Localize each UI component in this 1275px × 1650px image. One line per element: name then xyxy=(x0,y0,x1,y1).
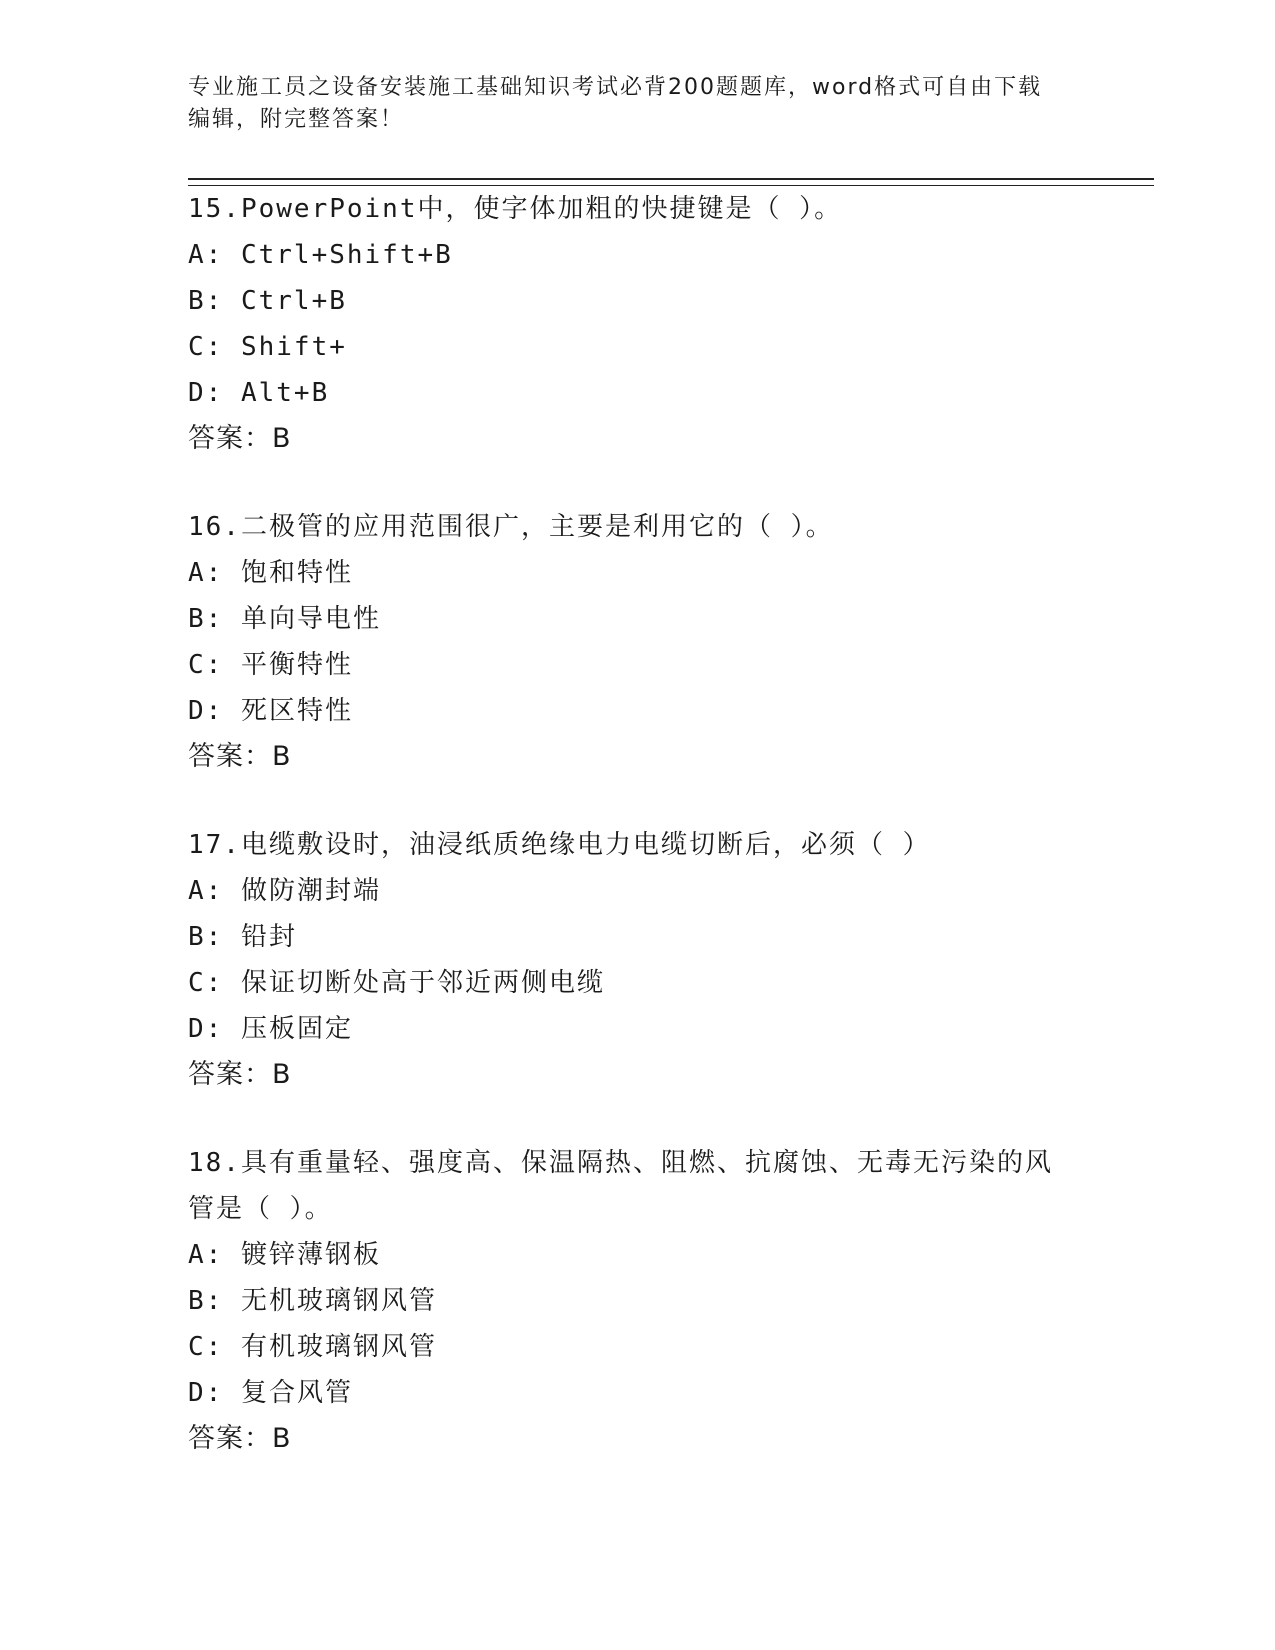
question-title-line-1: 18.具有重量轻、强度高、保温隔热、阻燃、抗腐蚀、无毒无污染的风 xyxy=(188,1148,1053,1178)
option-a: A: Ctrl+Shift+B xyxy=(188,240,453,270)
option-b: B: Ctrl+B xyxy=(188,286,347,316)
option-d: D: 压板固定 xyxy=(188,1014,353,1044)
option-d: D: 死区特性 xyxy=(188,696,353,726)
question-16 xyxy=(188,504,1088,780)
document-header xyxy=(188,72,1088,136)
option-a: A: 镀锌薄钢板 xyxy=(188,1240,381,1270)
question-15 xyxy=(188,186,1088,462)
option-c: C: 保证切断处高于邻近两侧电缆 xyxy=(188,968,605,998)
question-title: 15.PowerPoint中，使字体加粗的快捷键是（ ）。 xyxy=(188,194,843,224)
option-c: C: 有机玻璃钢风管 xyxy=(188,1332,437,1362)
header-line-2: 编辑，附完整答案！ xyxy=(188,107,405,132)
option-d: D: 复合风管 xyxy=(188,1378,353,1408)
header-divider xyxy=(188,178,1154,186)
header-line-1: 专业施工员之设备安装施工基础知识考试必背200题题库，word格式可自由下载 xyxy=(188,75,1043,100)
option-b: B: 铅封 xyxy=(188,922,297,952)
answer: 答案：B xyxy=(188,423,292,454)
option-a: A: 饱和特性 xyxy=(188,558,353,588)
option-c: C: Shift+ xyxy=(188,332,347,362)
question-title: 16.二极管的应用范围很广，主要是利用它的（ ）。 xyxy=(188,512,834,542)
option-d: D: Alt+B xyxy=(188,378,330,408)
answer: 答案：B xyxy=(188,741,292,772)
answer: 答案：B xyxy=(188,1423,292,1454)
question-title-line-2: 管是（ ）。 xyxy=(188,1194,333,1224)
option-a: A: 做防潮封端 xyxy=(188,876,381,906)
question-18 xyxy=(188,1140,1088,1462)
question-17 xyxy=(188,822,1088,1098)
option-b: B: 无机玻璃钢风管 xyxy=(188,1286,437,1316)
question-title: 17.电缆敷设时，油浸纸质绝缘电力电缆切断后，必须（ ） xyxy=(188,830,931,860)
option-c: C: 平衡特性 xyxy=(188,650,353,680)
answer: 答案：B xyxy=(188,1059,292,1090)
option-b: B: 单向导电性 xyxy=(188,604,381,634)
